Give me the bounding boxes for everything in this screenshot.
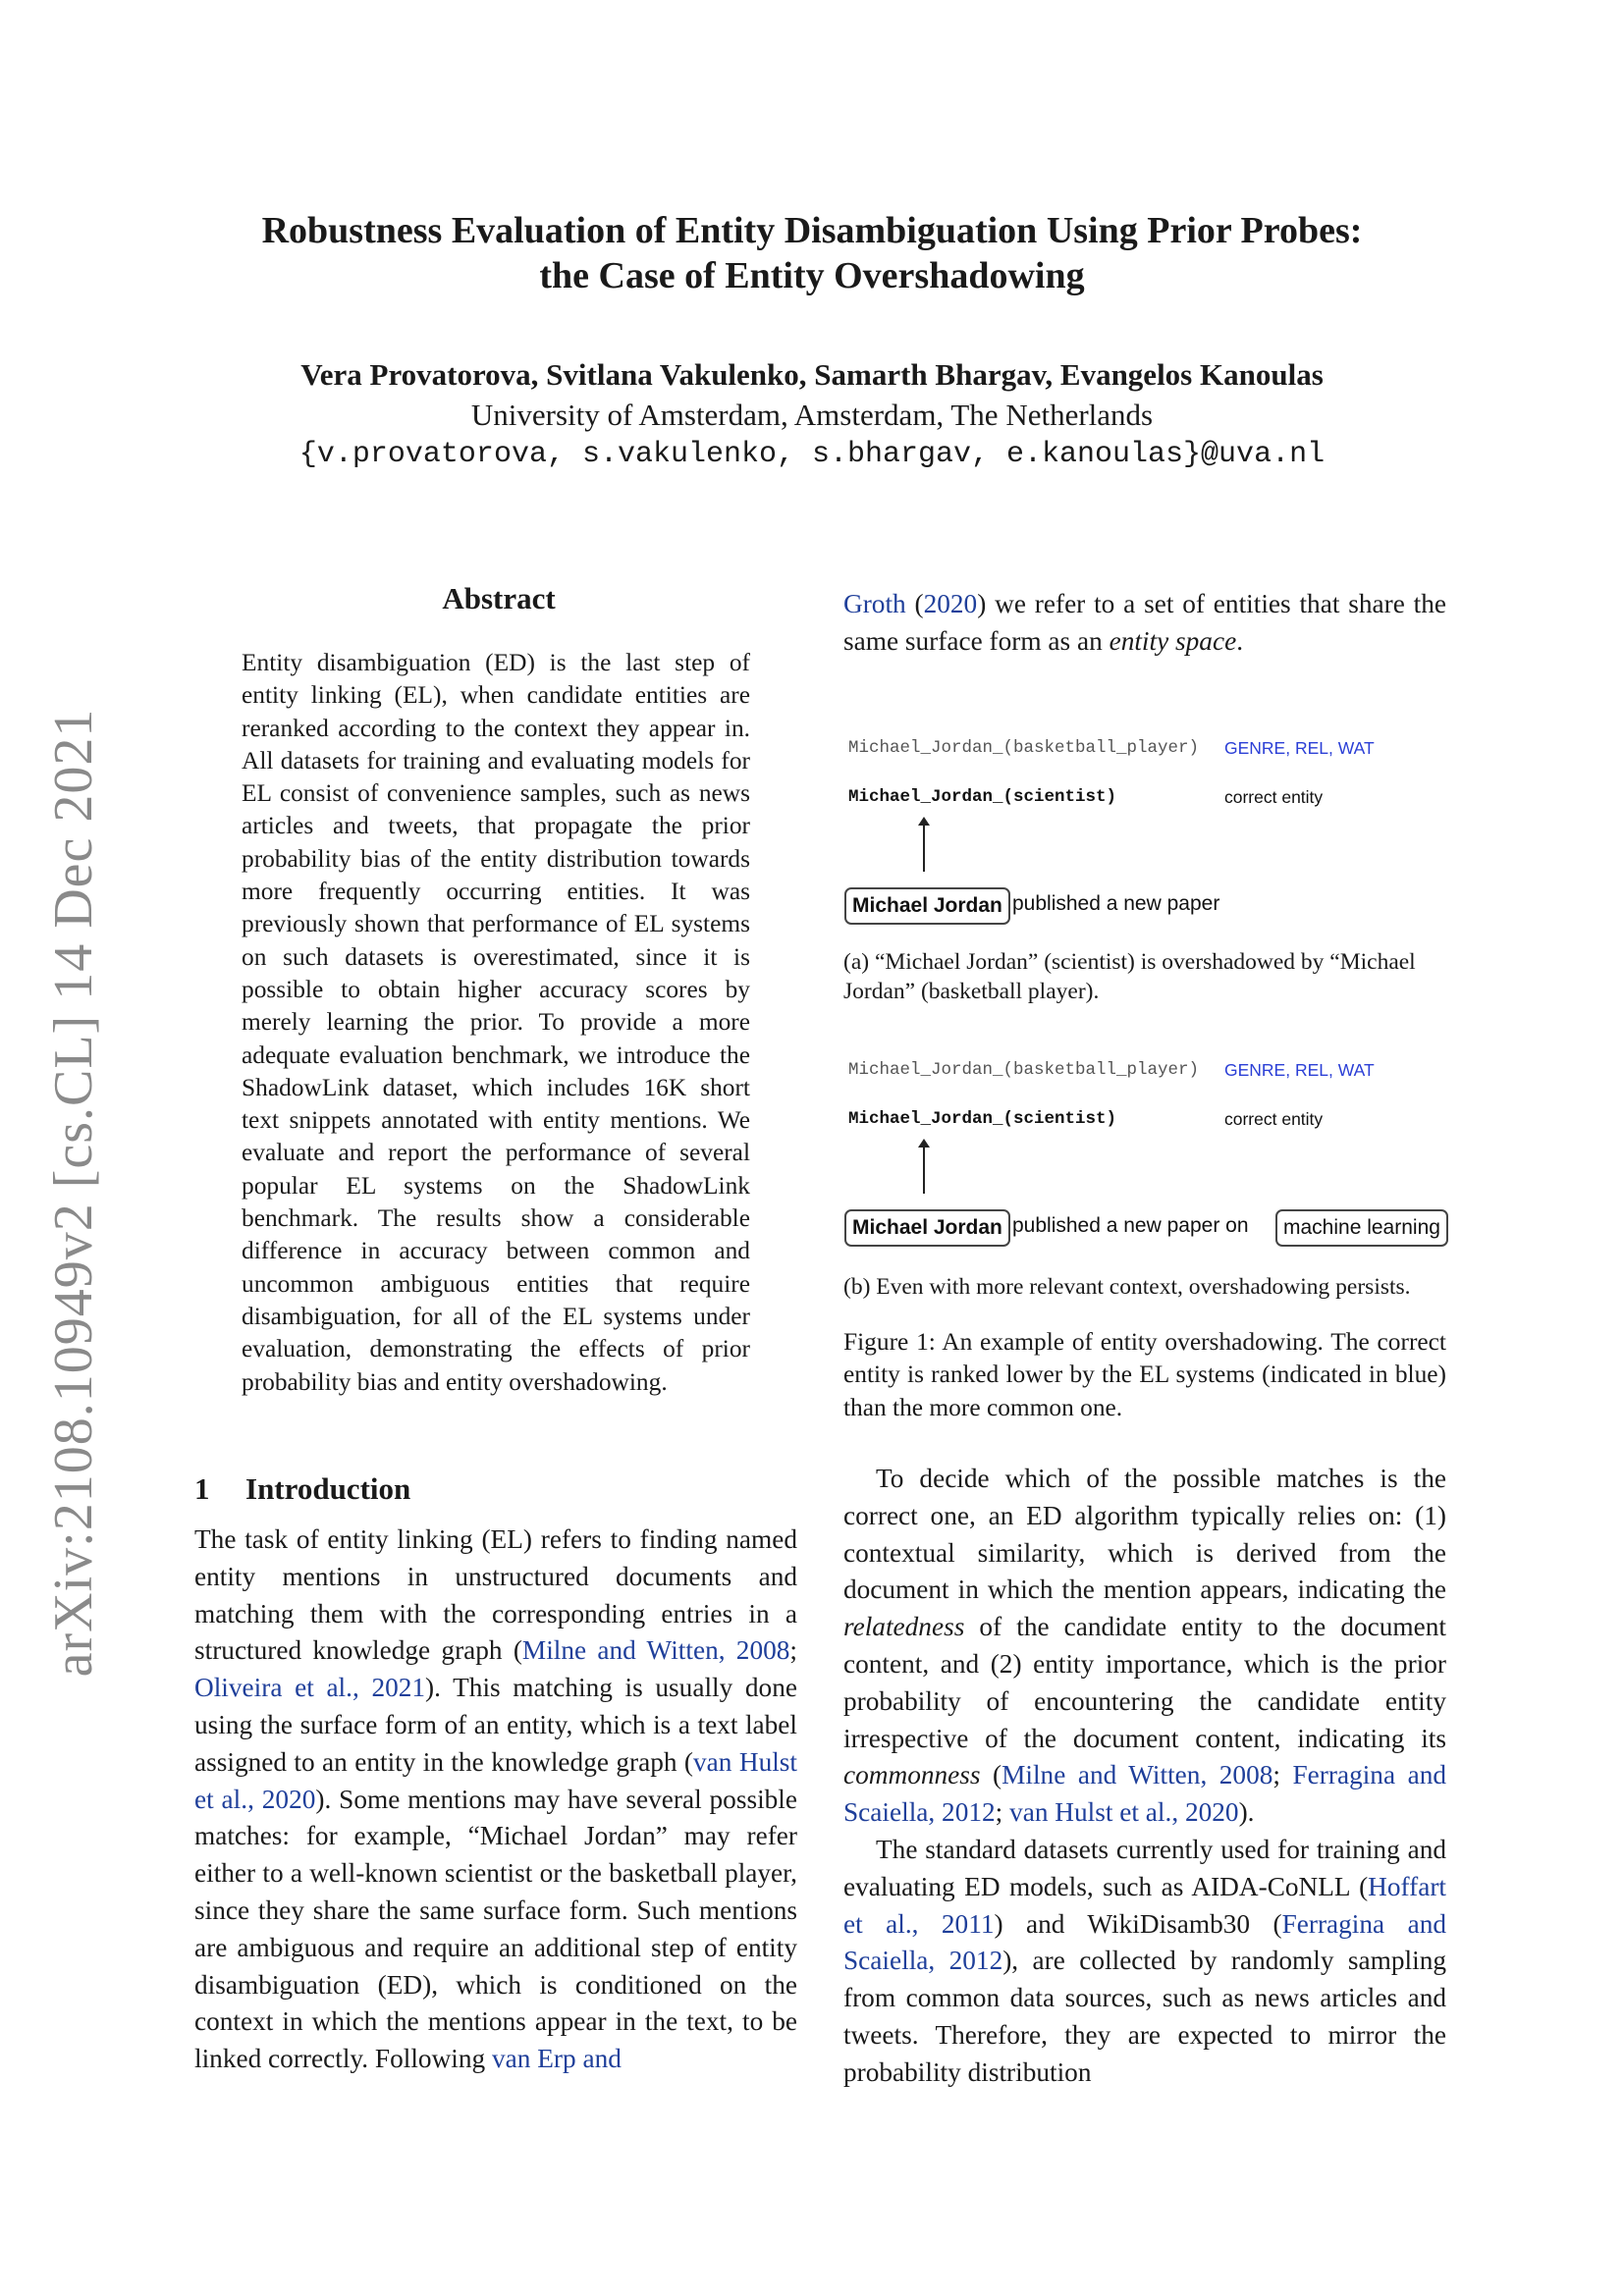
- arxiv-sidebar: [39, 708, 108, 1678]
- el-systems-label: GENRE, REL, WAT: [1224, 1060, 1375, 1080]
- el-systems-label: GENRE, REL, WAT: [1224, 738, 1375, 758]
- section-title: Introduction: [245, 1471, 411, 1506]
- introduction-paragraph: [194, 1522, 797, 2078]
- emphasis: relatedness: [843, 1612, 965, 1642]
- text-run: ;: [789, 1635, 797, 1666]
- citation-link[interactable]: Groth: [843, 589, 906, 618]
- figure-caption: Figure 1: An example of entity overshadowing. The correct entity is ranked lower by the EL systems (indicated in blue) than the more common one.: [843, 1328, 1446, 1421]
- arrow-up-icon: [923, 1147, 925, 1194]
- text-run: ). Some mentions may have several possible matches: for example, “Michael Jordan” may refer either to a well-known scientist or the basketball player, since they share the same surface form. Such mentions are ambiguous and require an additional step of entity disambiguation (ED), which is conditioned on the context in which the mentions appear in the text, to be linked correctly. Following: [194, 1784, 797, 2074]
- figure-1b: [843, 1048, 1452, 1284]
- citation-link[interactable]: Hoffart et al., 2011: [843, 1871, 1446, 1939]
- correct-entity-label: correct entity: [1224, 1109, 1324, 1129]
- context-box: machine learning: [1275, 1209, 1448, 1247]
- emphasis: commonness: [843, 1760, 981, 1790]
- citation-link[interactable]: van Erp and: [492, 2044, 622, 2074]
- citation-link[interactable]: van Hulst et al., 2020: [194, 1746, 798, 1814]
- candidate-entity-basketball: Michael_Jordan_(basketball_player): [848, 1060, 1200, 1080]
- text-run: The standard datasets currently used for training and evaluating ED models, such as AIDA-CoNLL (: [843, 1834, 1446, 1901]
- author-list: Vera Provatorova, Svitlana Vakulenko, Samarth Bhargav, Evangelos Kanoulas: [300, 357, 1324, 392]
- subcaption-b: (b) Even with more relevant context, overshadowing persists.: [843, 1274, 1411, 1300]
- body-paragraph: [843, 1832, 1446, 2092]
- text-run: .: [1236, 625, 1244, 656]
- author-emails: {v.provatorova, s.vakulenko, s.bhargav, e.kanoulas}@uva.nl: [298, 438, 1326, 471]
- citation-link[interactable]: Oliveira et al., 2021: [194, 1673, 426, 1703]
- citation-link[interactable]: van Hulst et al., 2020: [1009, 1797, 1239, 1828]
- text-run: To decide which of the possible matches is the correct one, an ED algorithm typically relies on: (1) contextual similarity, which is derived from the document in which the mention appears, indicating the: [843, 1464, 1446, 1605]
- mention-box: Michael Jordan: [844, 1209, 1010, 1247]
- emphasis: entity space: [1109, 625, 1237, 656]
- text-run: (: [905, 589, 924, 618]
- citation-link[interactable]: Milne and Witten, 2008: [521, 1635, 790, 1666]
- arxiv-identifier: arXiv:2108.10949v2 [cs.CL] 14 Dec 2021: [43, 708, 104, 1678]
- figure-1a: [843, 726, 1452, 962]
- abstract-heading: Abstract: [442, 581, 556, 615]
- introduction-body: [194, 1522, 797, 2078]
- candidate-entity-basketball: Michael_Jordan_(basketball_player): [848, 738, 1200, 758]
- sentence-text: published a new paper on: [1012, 1214, 1249, 1237]
- text-run: ;: [995, 1797, 1010, 1828]
- section-heading-introduction: [194, 1471, 410, 1507]
- continued-paragraph: [843, 586, 1446, 661]
- title-line-2: the Case of Entity Overshadowing: [539, 255, 1085, 296]
- abstract-text: Entity disambiguation (ED) is the last step of entity linking (EL), when candidate entities are reranked according to the context they appear in. All datasets for training and evaluating models for EL consist of convenience samples, such as news articles and tweets, that propagate the prior probability bias of the entity distribution towards more frequently occurring entities. It was previously shown that performance of EL systems on such datasets is overestimated, since it is possible to obtain higher accuracy scores by merely learning the prior. To provide a more adequate evaluation benchmark, we introduce the ShadowLink dataset, which includes 16K short text snippets annotated with entity mentions. We evaluate and report the performance of several popular EL systems on the ShadowLink benchmark. The results show a considerable difference in accuracy between common and uncommon ambiguous entities that require disambiguation, for all of the EL systems under evaluation, demonstrating the effects of prior probability bias and entity overshadowing.: [242, 649, 750, 1396]
- text-run: ).: [1238, 1797, 1255, 1828]
- text-run: ) and WikiDisamb30 (: [994, 1908, 1282, 1939]
- affiliation: University of Amsterdam, Amsterdam, The Netherlands: [470, 398, 1154, 432]
- text-run: ;: [1272, 1760, 1293, 1790]
- citation-link[interactable]: Ferragina and Scaiella, 2012: [843, 1760, 1446, 1828]
- candidate-entity-scientist: Michael_Jordan_(scientist): [848, 787, 1117, 807]
- sentence-text: published a new paper: [1012, 892, 1220, 915]
- text-run: ), are collected by randomly sampling from common data sources, such as news articles and tweets. Therefore, they are expected to mirror the probability distribution: [843, 1946, 1446, 2087]
- title-line-1: Robustness Evaluation of Entity Disambiguation Using Prior Probes:: [261, 210, 1363, 251]
- text-run: ) we refer to a set of entities that share the same surface form as an: [843, 589, 1446, 656]
- citation-link[interactable]: 2020: [923, 589, 978, 618]
- text-run: (: [980, 1760, 1002, 1790]
- body-paragraph: [843, 1461, 1446, 1832]
- section-number: 1: [194, 1471, 210, 1506]
- correct-entity-label: correct entity: [1224, 787, 1324, 807]
- text-run: The task of entity linking (EL) refers to finding named entity mentions in unstructured documents and matching them with the corresponding entries in a structured knowledge graph (: [194, 1524, 797, 1666]
- citation-link[interactable]: Ferragina and Scaiella, 2012: [843, 1908, 1446, 1976]
- mention-box: Michael Jordan: [844, 887, 1010, 925]
- right-column-body: [843, 1461, 1446, 2092]
- arrow-up-icon: [923, 825, 925, 872]
- citation-link[interactable]: Milne and Witten, 2008: [1001, 1760, 1273, 1790]
- text-run: ). This matching is usually done using the surface form of an entity, which is a text label assigned to an entity in the knowledge graph (: [194, 1673, 797, 1777]
- right-column-continuation: [843, 586, 1446, 661]
- candidate-entity-scientist: Michael_Jordan_(scientist): [848, 1109, 1117, 1129]
- paper-title: [0, 208, 1624, 298]
- subcaption-a: (a) “Michael Jordan” (scientist) is overshadowed by “Michael Jordan” (basketball player).: [843, 949, 1416, 1004]
- text-run: of the candidate entity to the document content, and (2) entity importance, which is the prior probability of encountering the candidate entity irrespective of the document content, indicating its: [843, 1612, 1446, 1753]
